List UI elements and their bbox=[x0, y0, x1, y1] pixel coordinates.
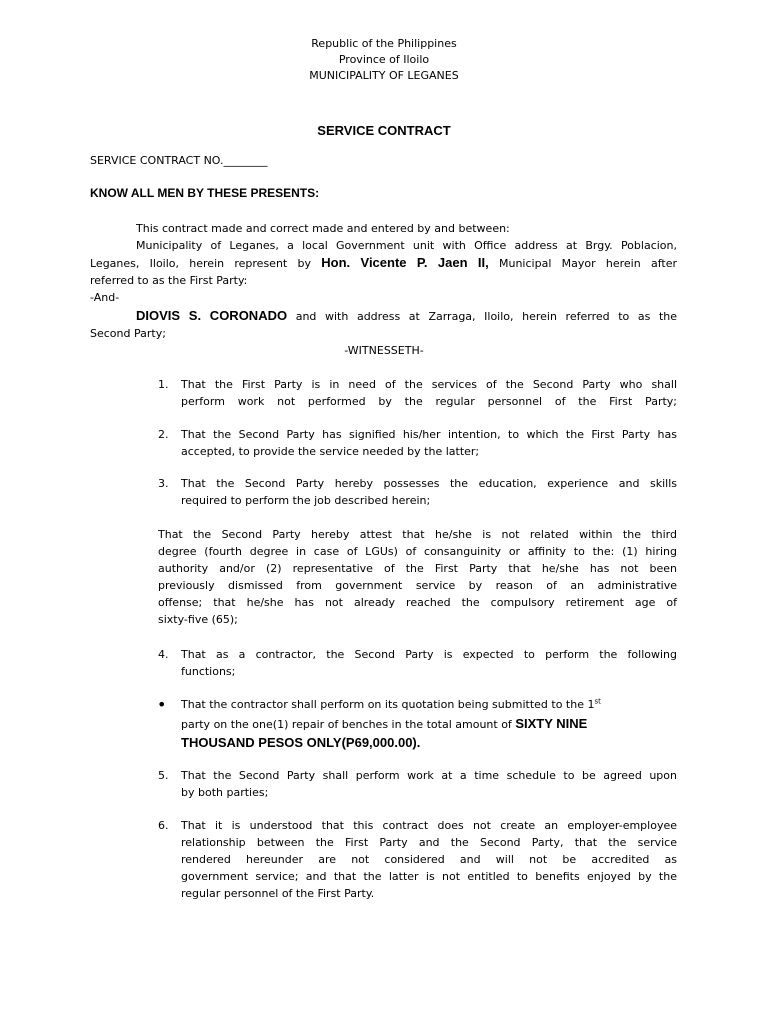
document-title: SERVICE CONTRACT bbox=[317, 123, 451, 138]
amount-figure: THOUSAND PESOS ONLY(P69,000.00). bbox=[181, 735, 421, 750]
know-all-men-heading: KNOW ALL MEN BY THESE PRESENTS: bbox=[90, 186, 320, 200]
intro-line-1: This contract made and correct made and entered by and between: bbox=[136, 222, 510, 235]
item-number: 1. bbox=[158, 378, 169, 391]
second-party-name: DIOVIS S. CORONADO bbox=[136, 308, 288, 323]
header-municipality: MUNICIPALITY OF LEGANES bbox=[309, 69, 459, 82]
mayor-name: Hon. Vicente P. Jaen II, bbox=[321, 255, 489, 270]
second-party-line-2: Second Party; bbox=[90, 327, 166, 340]
header-province: Province of Iloilo bbox=[338, 53, 430, 66]
contract-number: SERVICE CONTRACT NO.________ bbox=[90, 154, 268, 167]
document-page: Republic of the Philippines Province of Iloilo MUNICIPALITY OF LEGANES SERVICE CONTRACT SERVICE CONTRACT NO.________ KNOW ALL MEN BY THESE PRESENTS: This contract made and correct made and entered by and between: Municipality of Leganes, a local Government unit with Office address at Brgy. Poblacion, Leganes, Iloilo, herein represent by Hon. Vicente P. Jaen II, Municipal Mayor herein after referred to as the First Party: -And- DIOVIS S. CORONADO and with address at Zarraga, Iloilo, herein referred to as the Second Party; -WITNESSETH- 1. That the First Party is in need of the services of the Second Party who shall perform work not performed by the regular personnel of the First Party; 2. That the Second Party has signified his/her intention, to which the First Party has accepted, to provide the service needed by the latter; 3. That the Second Party hereby possesses the education, experience and skills required to perform the job described herein; That the Second Party hereby attest that he/she is not related within the third degree (fourth degree in case of LGUs) of consanguinity or affinity to the: (1) hiring authority and/or (2) representative of the First Party that he/she has not been previously dismissed from government service by reason of an administrative offense; that he/she has not already reached the compulsory retirement age of sixty-five (65); 4. That as a contractor, the Second Party is expected to perform the following functions; • That the contractor shall perform on its quotation being submitted to the 1st party on the one(1) repair of benches in the total amount of SIXTY NINE THOUSAND PESOS ONLY(P69,000.00). 5. That the Second Party shall perform work at a time schedule to be agreed upon by both parties; 6. That it is understood that this contract does not create an employer-employee relationship between the First Party and the Second Party, that the service rendered hereunder are not considered and will not be accredited as government service; and that the latter is not entitled to benefits enjoyed by the regular personnel of the First Party. bbox=[0, 0, 768, 1024]
bullet-icon: • bbox=[157, 695, 167, 714]
item-number: 2. bbox=[158, 428, 169, 441]
item-number: 3. bbox=[158, 477, 169, 490]
item-number: 4. bbox=[158, 648, 169, 661]
amount-words: SIXTY NINE bbox=[515, 716, 588, 731]
intro-line-4: referred to as the First Party: bbox=[90, 274, 248, 287]
header-republic: Republic of the Philippines bbox=[311, 37, 457, 50]
intro-line-3: Leganes, Iloilo, herein represent by Hon. Vicente P. Jaen II, Municipal Mayor herein after bbox=[90, 255, 677, 270]
second-party-line: DIOVIS S. CORONADO and with address at Zarraga, Iloilo, herein referred to as the bbox=[136, 308, 678, 323]
item-number: 5. bbox=[158, 769, 169, 782]
item-number: 6. bbox=[158, 819, 169, 832]
witnesseth-heading: -WITNESSETH- bbox=[344, 344, 424, 357]
attest-paragraph: That the Second Party hereby attest that he/she is not related within the third degree (fourth degree in case of LGUs) of consanguinity or affinity to the: (1) hiring authority and/or (2) representative of the First Party that he/she has not been previously dismissed from government service by reason of an administrative offense; that he/she has not already reached the compulsory retirement age of sixty-five (65); bbox=[158, 528, 677, 626]
intro-line-2: Municipality of Leganes, a local Government unit with Office address at Brgy. Poblacion, bbox=[136, 239, 677, 252]
and-separator: -And- bbox=[90, 291, 120, 304]
